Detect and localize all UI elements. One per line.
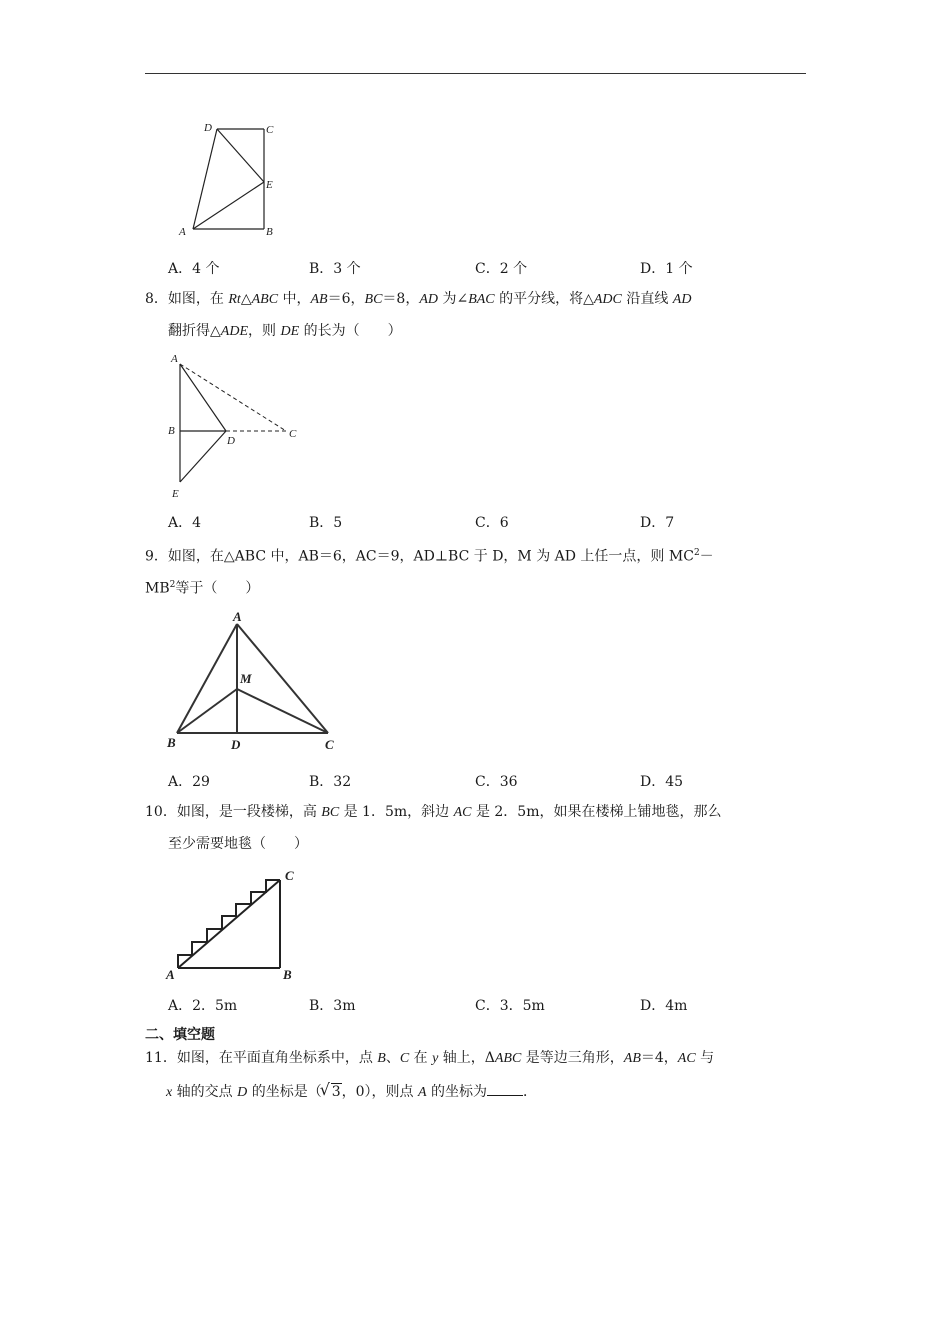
header-rule bbox=[145, 73, 806, 74]
q7-label-d: D bbox=[204, 122, 212, 134]
q9-diagram bbox=[163, 607, 348, 755]
q10-option-c[interactable]: C．3．5m bbox=[475, 998, 545, 1014]
q9-line1: 9．如图，在△ABC 中，AB＝6，AC＝9，AD⊥BC 于 D，M 为 AD 上任一点，则 $MC^2-$ bbox=[145, 548, 714, 565]
q7-label-b: B bbox=[266, 226, 273, 238]
q7-option-b[interactable]: B．3 个 bbox=[309, 261, 361, 277]
q10-figure bbox=[160, 864, 310, 984]
q9-figure bbox=[163, 607, 348, 755]
q8-diagram bbox=[160, 350, 310, 502]
q9-line2: $MB^2$等于（ ） bbox=[145, 580, 260, 597]
q8-option-b[interactable]: B．5 bbox=[309, 515, 343, 531]
q10-options bbox=[168, 995, 728, 1017]
q10-line2: 至少需要地毯（ ） bbox=[168, 836, 308, 852]
q10-label-b: B bbox=[283, 967, 292, 982]
q9-label-c: C bbox=[325, 737, 334, 752]
sqrt-symbol: √ 3 bbox=[322, 1077, 342, 1108]
q8-figure bbox=[160, 350, 310, 502]
q7-label-e: E bbox=[266, 179, 273, 191]
q7-options bbox=[168, 258, 728, 280]
q8-option-c[interactable]: C．6 bbox=[475, 515, 509, 531]
q9-option-a[interactable]: A．29 bbox=[168, 774, 210, 790]
q10-diagram bbox=[160, 864, 310, 984]
q10-line1: 10．如图，是一段楼梯，高 BC 是 1．5m，斜边 AC 是 2．5m，如果在楼梯上铺地毯，那么 bbox=[145, 804, 722, 820]
q10-option-d[interactable]: D．4m bbox=[640, 998, 688, 1014]
q8-label-e: E bbox=[172, 488, 179, 500]
q10-option-a[interactable]: A．2．5m bbox=[168, 998, 238, 1014]
q8-option-d[interactable]: D．7 bbox=[640, 515, 675, 531]
q7-label-a: A bbox=[179, 226, 186, 238]
q9-label-a: A bbox=[233, 609, 242, 624]
q9-label-d: D bbox=[231, 737, 241, 752]
q8-label-d: D bbox=[227, 435, 235, 447]
q7-option-a[interactable]: A．4 个 bbox=[168, 261, 220, 277]
q10-label-a: A bbox=[166, 967, 175, 982]
q11-line1: 11．如图，在平面直角坐标系中，点 B、C 在 y 轴上，ΔABC 是等边三角形，AB＝4，AC 与 bbox=[145, 1050, 715, 1066]
q9-label-b: B bbox=[167, 735, 176, 750]
q9-option-c[interactable]: C．36 bbox=[475, 774, 518, 790]
q7-label-c: C bbox=[266, 124, 274, 136]
q8-line2: 翻折得△ADE，则 DE 的长为（ ） bbox=[168, 323, 402, 339]
q7-diagram bbox=[170, 118, 290, 243]
q8-options bbox=[168, 512, 728, 534]
section-title-fill-blank: 二、填空题 bbox=[145, 1027, 215, 1043]
q10-option-b[interactable]: B．3m bbox=[309, 998, 356, 1014]
q9-options bbox=[168, 771, 728, 793]
q8-label-b: B bbox=[168, 425, 175, 437]
q7-option-d[interactable]: D．1 个 bbox=[640, 261, 693, 277]
answer-blank[interactable] bbox=[487, 1081, 523, 1096]
q8-label-c: C bbox=[289, 428, 297, 440]
q8-option-a[interactable]: A．4 bbox=[168, 515, 202, 531]
q9-label-m: M bbox=[240, 671, 252, 686]
q10-label-c: C bbox=[285, 868, 294, 883]
q7-option-c[interactable]: C．2 个 bbox=[475, 261, 528, 277]
q8-line1: 8．如图，在 Rt△ABC 中，AB＝6，BC＝8，AD 为∠BAC 的平分线，将△ADC 沿直线 AD bbox=[145, 291, 692, 307]
q9-option-d[interactable]: D．45 bbox=[640, 774, 684, 790]
q7-figure bbox=[170, 118, 290, 243]
q9-option-b[interactable]: B．32 bbox=[309, 774, 352, 790]
q8-label-a: A bbox=[171, 353, 178, 365]
q11-line2: x 轴的交点 D 的坐标是（√ 3，0），则点 A 的坐标为 ． bbox=[166, 1077, 537, 1108]
